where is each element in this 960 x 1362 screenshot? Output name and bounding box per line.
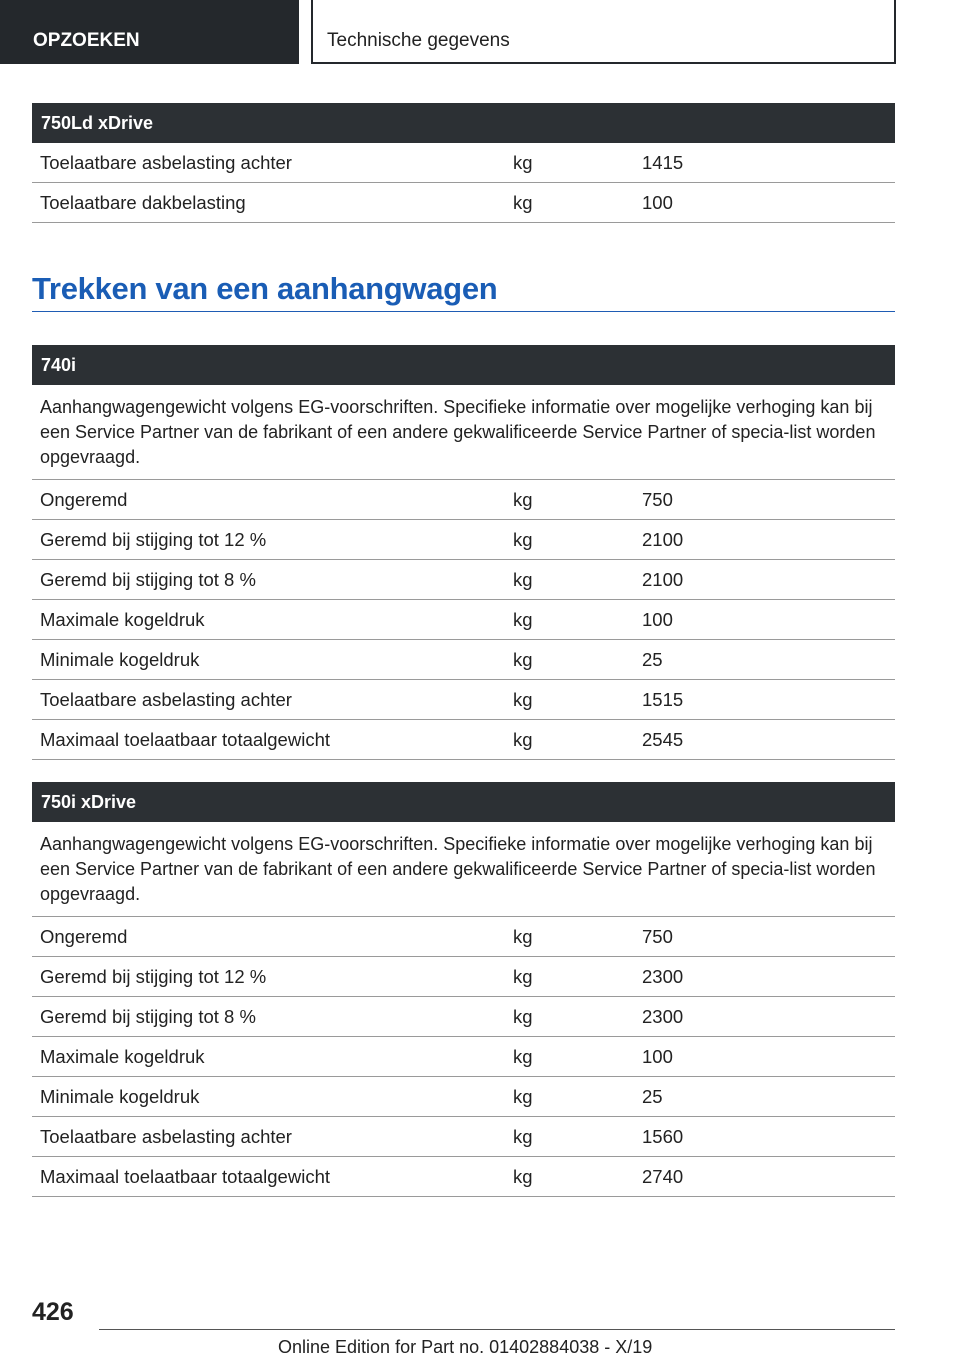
table-row <box>32 640 895 680</box>
row-unit: kg <box>513 966 533 987</box>
footer-edition: Online Edition for Part no. 01402884038 - X/19 <box>278 1337 653 1357</box>
header-section-tab[interactable]: OPZOEKEN <box>0 0 299 64</box>
row-label: Maximale kogeldruk <box>40 609 205 630</box>
table-row <box>32 1157 895 1197</box>
row-unit: kg <box>513 689 533 710</box>
table-row <box>32 600 895 640</box>
row-label: Maximaal toelaatbaar totaalgewicht <box>40 729 330 750</box>
table-row <box>32 680 895 720</box>
row-value: 25 <box>642 649 663 670</box>
table-row <box>32 520 895 560</box>
row-value: 2100 <box>642 569 684 590</box>
row-label: Toelaatbare dakbelasting <box>40 192 246 213</box>
row-label: Maximale kogeldruk <box>40 1046 205 1067</box>
row-label: Geremd bij stijging tot 12 % <box>40 966 267 987</box>
table-title: 750Ld xDrive <box>32 103 895 143</box>
table-row <box>32 1037 895 1077</box>
row-value: 750 <box>642 926 673 947</box>
row-unit: kg <box>513 1126 533 1147</box>
row-label: Geremd bij stijging tot 8 % <box>40 1006 256 1027</box>
row-unit: kg <box>513 489 533 510</box>
page-number: 426 <box>32 1298 74 1326</box>
row-value: 100 <box>642 1046 673 1067</box>
table-row <box>32 480 895 520</box>
row-value: 750 <box>642 489 673 510</box>
table-750i-xdrive <box>32 782 895 1197</box>
table-row <box>32 917 895 957</box>
row-value: 2300 <box>642 966 684 987</box>
row-unit: kg <box>513 1166 533 1187</box>
row-label: Maximaal toelaatbaar totaalgewicht <box>40 1166 330 1187</box>
row-value: 2545 <box>642 729 684 750</box>
row-unit: kg <box>513 1006 533 1027</box>
header-chapter-title: Technische gegevens <box>311 0 896 64</box>
row-unit: kg <box>513 1086 533 1107</box>
row-label: Geremd bij stijging tot 8 % <box>40 569 256 590</box>
table-row <box>32 1077 895 1117</box>
table-row <box>32 720 895 760</box>
table-title: 750i xDrive <box>32 782 895 822</box>
row-label: Toelaatbare asbelasting achter <box>40 689 292 710</box>
table-note: Aanhangwagengewicht volgens EG-voorschriften. Specifieke informatie over mogelijke verhoging kan bij een Service Partner van de fabrikant of een andere gekwalificeerde Service Partner of specia-list worden opgevraagd. <box>32 822 895 917</box>
row-value: 2300 <box>642 1006 684 1027</box>
footer-divider <box>99 1329 895 1330</box>
row-unit: kg <box>513 152 533 173</box>
row-value: 1560 <box>642 1126 684 1147</box>
table-note: Aanhangwagengewicht volgens EG-voorschriften. Specifieke informatie over mogelijke verhoging kan bij een Service Partner van de fabrikant of een andere gekwalificeerde Service Partner of specia-list worden opgevraagd. <box>32 385 895 480</box>
table-row <box>32 1117 895 1157</box>
table-750ld-xdrive <box>32 103 895 223</box>
row-label: Toelaatbare asbelasting achter <box>40 1126 292 1147</box>
row-unit: kg <box>513 529 533 550</box>
row-value: 1515 <box>642 689 684 710</box>
row-value: 2100 <box>642 529 684 550</box>
row-label: Toelaatbare asbelasting achter <box>40 152 292 173</box>
section-title: Trekken van een aanhangwagen <box>32 265 895 312</box>
row-label: Geremd bij stijging tot 12 % <box>40 529 267 550</box>
row-label: Ongeremd <box>40 489 128 510</box>
row-unit: kg <box>513 609 533 630</box>
table-row <box>32 143 895 183</box>
row-value: 1415 <box>642 152 684 173</box>
row-label: Ongeremd <box>40 926 128 947</box>
row-unit: kg <box>513 192 533 213</box>
row-unit: kg <box>513 649 533 670</box>
table-row <box>32 560 895 600</box>
row-unit: kg <box>513 1046 533 1067</box>
row-label: Minimale kogeldruk <box>40 1086 200 1107</box>
table-title: 740i <box>32 345 895 385</box>
table-row <box>32 957 895 997</box>
row-unit: kg <box>513 729 533 750</box>
table-row <box>32 183 895 223</box>
row-value: 100 <box>642 192 673 213</box>
table-row <box>32 997 895 1037</box>
row-label: Minimale kogeldruk <box>40 649 200 670</box>
row-value: 25 <box>642 1086 663 1107</box>
row-value: 100 <box>642 609 673 630</box>
row-value: 2740 <box>642 1166 684 1187</box>
table-740i <box>32 345 895 760</box>
row-unit: kg <box>513 569 533 590</box>
row-unit: kg <box>513 926 533 947</box>
